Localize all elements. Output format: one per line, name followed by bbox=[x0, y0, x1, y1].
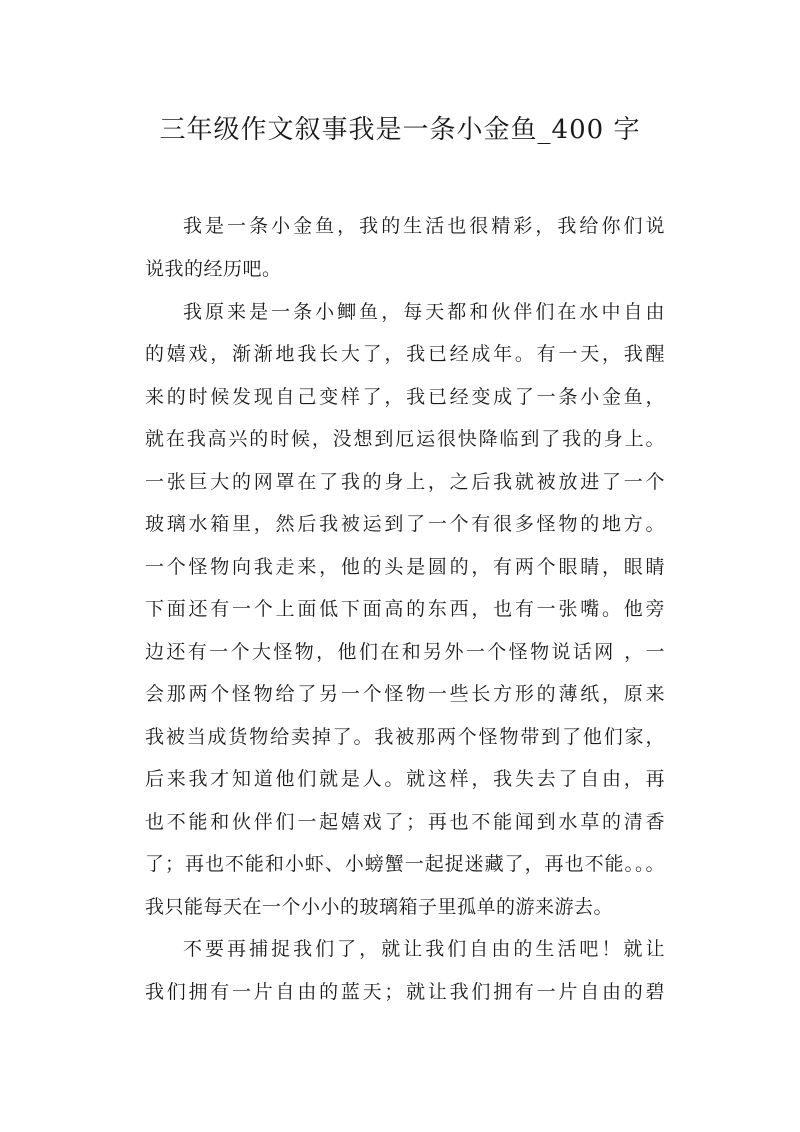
paragraph-line: 了；再也不能和小虾、小螃蟹一起捉迷藏了，再也不能。。。 bbox=[145, 853, 665, 875]
paragraph-line: 我是一条小金鱼，我的生活也很精彩，我给你们说 bbox=[183, 215, 665, 237]
paragraph-line: 我只能每天在一个小小的玻璃箱子里孤单的游来游去。 bbox=[145, 896, 614, 918]
paragraph-line: 我原来是一条小鲫鱼，每天都和伙伴们在水中自由 bbox=[183, 301, 665, 323]
paragraph-line: 一个怪物向我走来，他的头是圆的，有两个眼睛，眼睛 bbox=[145, 556, 665, 578]
paragraph-line: 边还有一个大怪物，他们在和另外一个怪物说话网 ，一 bbox=[145, 641, 665, 663]
paragraph-line: 玻璃水箱里，然后我被运到了一个有很多怪物的地方。 bbox=[145, 513, 665, 535]
paragraph-line: 说我的经历吧。 bbox=[145, 258, 282, 280]
paragraph-line: 也不能和伙伴们一起嬉戏了；再也不能闻到水草的清香 bbox=[145, 811, 665, 833]
document-title: 三年级作文叙事我是一条小金鱼_400 字 bbox=[159, 115, 641, 145]
paragraph-line: 我被当成货物给卖掉了。我被那两个怪物带到了他们家， bbox=[145, 726, 665, 748]
paragraph-line: 的嬉戏，渐渐地我长大了，我已经成年。有一天，我醒 bbox=[145, 343, 665, 365]
paragraph-line: 一张巨大的网罩在了我的身上，之后我就被放进了一个 bbox=[145, 471, 665, 493]
paragraph-line: 来的时候发现自己变样了，我已经变成了一条小金鱼， bbox=[145, 386, 665, 408]
paragraph-line: 不要再捕捉我们了，就让我们自由的生活吧！就让 bbox=[183, 938, 665, 960]
paragraph-line: 下面还有一个上面低下面高的东西，也有一张嘴。他旁 bbox=[145, 598, 665, 620]
paragraph-line: 我们拥有一片自由的蓝天；就让我们拥有一片自由的碧 bbox=[145, 981, 665, 1003]
paragraph-line: 会那两个怪物给了另一个怪物一些长方形的薄纸，原来 bbox=[145, 683, 665, 705]
paragraph-line: 后来我才知道他们就是人。就这样，我失去了自由，再 bbox=[145, 768, 665, 790]
paragraph-line: 就在我高兴的时候，没想到厄运很快降临到了我的身上。 bbox=[145, 428, 665, 450]
